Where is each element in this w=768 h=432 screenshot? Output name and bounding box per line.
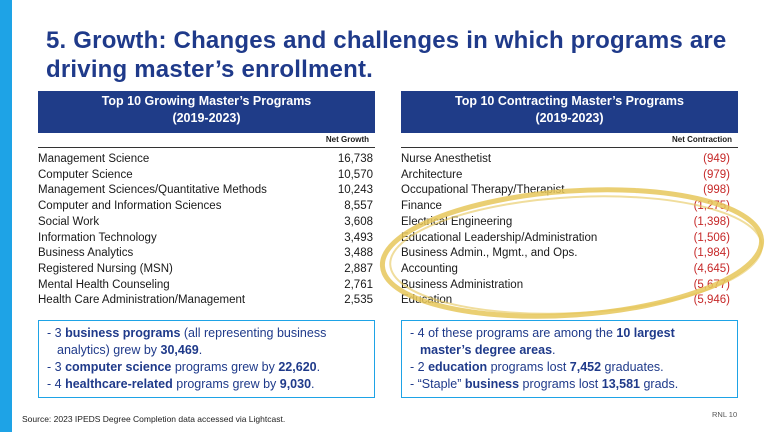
net-growth-column-header: Net Growth xyxy=(38,133,375,148)
program-name: Educational Leadership/Administration xyxy=(401,231,598,244)
program-name: Registered Nursing (MSN) xyxy=(38,262,173,275)
table-row xyxy=(38,231,375,247)
growth-summary-box xyxy=(38,320,375,398)
program-name: Education xyxy=(401,294,453,307)
contracting-table-years: (2019-2023) xyxy=(535,111,604,125)
program-name: Mental Health Counseling xyxy=(38,278,170,291)
table-row xyxy=(401,278,738,294)
contracting-programs-table xyxy=(401,91,738,309)
table-row xyxy=(38,152,375,168)
growth-bullet-business: - 3 business programs (all representing business analytics) grew by 30,469. xyxy=(47,326,327,357)
contraction-summary-box xyxy=(401,320,738,398)
program-value: (979) xyxy=(703,168,730,181)
table-row xyxy=(401,293,738,309)
table-row xyxy=(401,262,738,278)
contraction-bullet-business: - “Staple” business programs lost 13,581 grads. xyxy=(410,377,679,391)
program-value: 3,493 xyxy=(344,231,373,244)
program-name: Architecture xyxy=(401,168,463,181)
program-value: 2,887 xyxy=(344,262,373,275)
table-row xyxy=(38,293,375,309)
net-contraction-column-header: Net Contraction xyxy=(401,133,738,148)
program-value: (1,275) xyxy=(693,200,730,213)
table-row xyxy=(38,215,375,231)
program-name: Computer and Information Sciences xyxy=(38,200,222,213)
program-name: Management Sciences/Quantitative Methods xyxy=(38,184,267,197)
table-row xyxy=(401,152,738,168)
program-name: Health Care Administration/Management xyxy=(38,294,246,307)
program-value: 2,761 xyxy=(344,278,373,291)
table-row xyxy=(401,231,738,247)
table-row xyxy=(38,278,375,294)
table-row xyxy=(38,246,375,262)
table-row xyxy=(38,199,375,215)
source-note: Source: 2023 IPEDS Degree Completion data accessed via Lightcast. xyxy=(22,414,286,424)
program-value: (1,984) xyxy=(693,247,730,260)
slide-title: 5. Growth: Changes and challenges in which programs are driving master’s enrollment. xyxy=(46,27,727,83)
program-value: 3,488 xyxy=(344,247,373,260)
contracting-table-title: Top 10 Contracting Master’s Programs xyxy=(455,94,684,108)
program-name: Computer Science xyxy=(38,168,133,181)
growth-bullet-computer-science: - 3 computer science programs grew by 22,620. xyxy=(47,360,321,374)
table-row xyxy=(401,215,738,231)
program-name: Business Analytics xyxy=(38,247,134,260)
accent-bar xyxy=(0,0,12,432)
contraction-bullet-education: - 2 education programs lost 7,452 graduates. xyxy=(410,360,664,374)
program-name: Nurse Anesthetist xyxy=(401,153,492,165)
contraction-bullet-largest: - 4 of these programs are among the 10 largest master’s degree areas. xyxy=(410,326,675,357)
program-value: (1,506) xyxy=(693,231,730,244)
program-value: 8,557 xyxy=(344,200,373,213)
program-name: Business Administration xyxy=(401,278,524,291)
table-row xyxy=(38,183,375,199)
growing-programs-table xyxy=(38,91,375,309)
program-value: (5,677) xyxy=(693,278,730,291)
program-value: 10,243 xyxy=(337,184,373,197)
program-name: Social Work xyxy=(38,215,100,228)
program-value: (4,645) xyxy=(693,262,730,275)
program-name: Information Technology xyxy=(38,231,157,244)
table-row xyxy=(38,168,375,184)
growing-table-years: (2019-2023) xyxy=(172,111,241,125)
program-name: Management Science xyxy=(38,153,150,165)
table-row xyxy=(401,199,738,215)
growing-table-title: Top 10 Growing Master’s Programs xyxy=(101,94,312,108)
growing-table-header xyxy=(38,91,375,133)
program-value: (1,398) xyxy=(693,215,730,228)
program-name: Electrical Engineering xyxy=(401,215,513,228)
program-value: 10,570 xyxy=(337,168,373,181)
table-row xyxy=(401,168,738,184)
program-value: 2,535 xyxy=(344,294,373,307)
program-name: Occupational Therapy/Therapist xyxy=(401,184,565,197)
program-value: (998) xyxy=(703,184,730,197)
program-value: 16,738 xyxy=(337,153,373,165)
contracting-table-header xyxy=(401,91,738,133)
program-name: Finance xyxy=(401,200,442,213)
program-value: (949) xyxy=(703,153,730,165)
growth-bullet-healthcare: - 4 healthcare-related programs grew by 9,030. xyxy=(47,377,315,391)
slide-footer: RNL 10 xyxy=(712,410,738,419)
growing-table-rows xyxy=(38,152,375,309)
program-value: (5,946) xyxy=(693,294,730,307)
program-name: Business Admin., Mgmt., and Ops. xyxy=(401,247,578,260)
table-row xyxy=(401,183,738,199)
table-row xyxy=(401,246,738,262)
program-name: Accounting xyxy=(401,262,458,275)
table-row xyxy=(38,262,375,278)
program-value: 3,608 xyxy=(344,215,373,228)
contracting-table-rows xyxy=(401,152,738,309)
